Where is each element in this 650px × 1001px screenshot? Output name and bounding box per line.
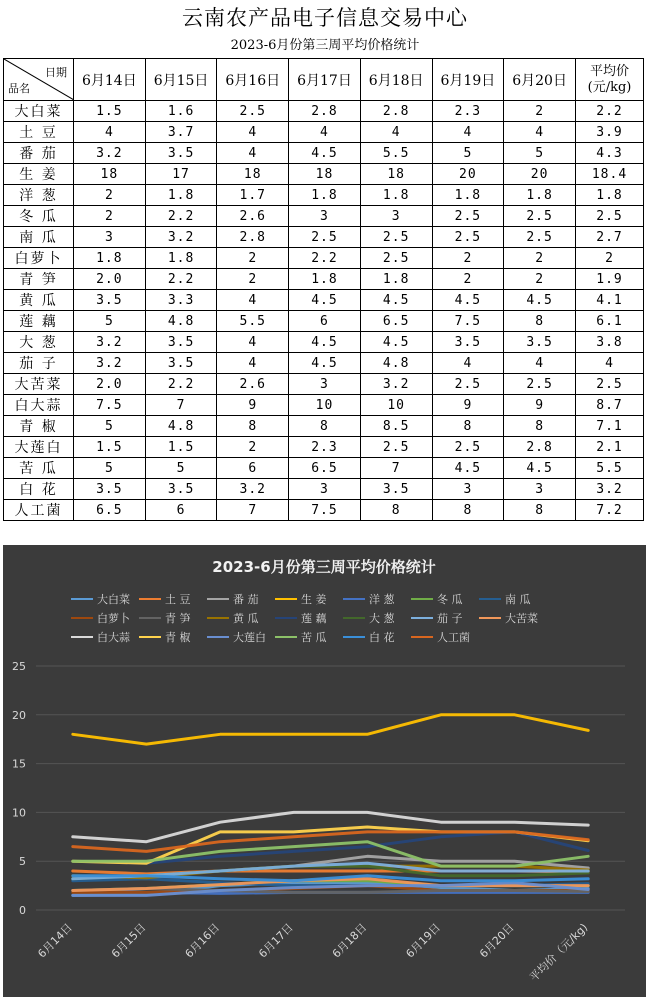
- price-cell: 2.5: [504, 374, 576, 395]
- price-cell: 5.5: [360, 143, 432, 164]
- table-row: [4, 458, 644, 479]
- price-cell: 4: [432, 353, 504, 374]
- price-cell: 5: [74, 458, 146, 479]
- table-corner-cell: [4, 59, 74, 101]
- product-name-cell: 南 瓜: [4, 227, 74, 248]
- legend-label: 苦 瓜: [301, 631, 327, 644]
- price-cell: 17: [145, 164, 217, 185]
- price-cell: 1.8: [360, 269, 432, 290]
- y-tick-label: 5: [19, 855, 26, 869]
- price-cell: 1.5: [145, 437, 217, 458]
- price-cell: 1.8: [145, 248, 217, 269]
- table-row: [4, 395, 644, 416]
- price-cell: 7: [217, 500, 289, 521]
- price-cell: 3.5: [145, 479, 217, 500]
- average-price-cell: 8.7: [576, 395, 644, 416]
- price-cell: 20: [432, 164, 504, 185]
- price-cell: 7.5: [432, 311, 504, 332]
- table-row: [4, 206, 644, 227]
- price-cell: 4.5: [289, 332, 361, 353]
- price-cell: 4: [217, 143, 289, 164]
- price-cell: 6: [217, 458, 289, 479]
- price-cell: 2.5: [432, 206, 504, 227]
- legend-label: 大 葱: [369, 612, 395, 625]
- table-row: [4, 227, 644, 248]
- x-tick-label: 6月20日: [477, 920, 517, 961]
- price-cell: 5.5: [217, 311, 289, 332]
- average-price-cell: 2.5: [576, 206, 644, 227]
- price-cell: 3.7: [145, 122, 217, 143]
- x-tick-label: 平均价（元/kg): [527, 920, 591, 985]
- price-cell: 18: [289, 164, 361, 185]
- price-cell: 2.5: [432, 227, 504, 248]
- page-subtitle: 2023-6月份第三周平均价格统计: [230, 38, 420, 53]
- price-cell: 2.2: [145, 269, 217, 290]
- product-name-cell: 青 椒: [4, 416, 74, 437]
- price-cell: 2: [74, 206, 146, 227]
- y-tick-label: 25: [12, 660, 26, 673]
- average-price-cell: 7.1: [576, 416, 644, 437]
- price-cell: 8: [289, 416, 361, 437]
- legend-label: 莲 藕: [301, 612, 327, 625]
- price-cell: 8: [360, 500, 432, 521]
- price-cell: 4.5: [289, 143, 361, 164]
- price-cell: 9: [217, 395, 289, 416]
- column-header: 6月17日: [289, 59, 361, 101]
- legend-label: 人工菌: [437, 631, 470, 644]
- average-price-cell: 3.8: [576, 332, 644, 353]
- legend-label: 南 瓜: [505, 593, 531, 606]
- price-cell: 2.5: [360, 248, 432, 269]
- price-cell: 4.8: [145, 416, 217, 437]
- product-name-cell: 白 花: [4, 479, 74, 500]
- price-cell: 5: [74, 311, 146, 332]
- y-tick-label: 20: [12, 708, 26, 722]
- chart-svg: [3, 545, 646, 997]
- price-cell: 2.5: [360, 227, 432, 248]
- legend-label: 生 姜: [301, 593, 327, 606]
- price-cell: 3.5: [145, 353, 217, 374]
- average-price-cell: 6.1: [576, 311, 644, 332]
- price-cell: 3: [289, 206, 361, 227]
- price-cell: 8: [504, 311, 576, 332]
- price-cell: 9: [432, 395, 504, 416]
- price-cell: 4: [217, 332, 289, 353]
- column-header-average: 平均价(元/kg): [576, 59, 644, 101]
- column-header: 6月20日: [504, 59, 576, 101]
- table-row: [4, 500, 644, 521]
- price-cell: 8: [217, 416, 289, 437]
- price-cell: 18: [74, 164, 146, 185]
- price-cell: 6.5: [289, 458, 361, 479]
- price-table: [3, 58, 644, 521]
- price-cell: 2.3: [289, 437, 361, 458]
- price-cell: 3.2: [360, 374, 432, 395]
- price-cell: 3.5: [145, 332, 217, 353]
- price-cell: 20: [504, 164, 576, 185]
- table-row: [4, 248, 644, 269]
- legend-label: 青 笋: [165, 612, 191, 625]
- price-cell: 3.2: [74, 143, 146, 164]
- series-line: [73, 812, 588, 841]
- price-cell: 4: [432, 122, 504, 143]
- x-tick-label: 6月15日: [108, 920, 149, 961]
- price-cell: 3: [360, 206, 432, 227]
- price-cell: 2.5: [432, 437, 504, 458]
- legend-label: 大白菜: [97, 593, 130, 606]
- price-cell: 7.5: [289, 500, 361, 521]
- price-cell: 3.5: [360, 479, 432, 500]
- average-price-cell: 2: [576, 248, 644, 269]
- table-row: [4, 269, 644, 290]
- table-row: [4, 437, 644, 458]
- price-cell: 2: [504, 269, 576, 290]
- legend-label: 白萝卜: [97, 612, 130, 625]
- price-cell: 3: [504, 479, 576, 500]
- table-row: [4, 122, 644, 143]
- price-cell: 4.8: [360, 353, 432, 374]
- legend-label: 土 豆: [165, 593, 191, 606]
- product-name-cell: 大莲白: [4, 437, 74, 458]
- price-cell: 10: [289, 395, 361, 416]
- price-cell: 3.5: [74, 479, 146, 500]
- price-cell: 3: [289, 479, 361, 500]
- price-cell: 4: [217, 290, 289, 311]
- price-cell: 4: [217, 122, 289, 143]
- product-name-cell: 番 茄: [4, 143, 74, 164]
- product-name-cell: 人工菌: [4, 500, 74, 521]
- legend-label: 番 茄: [233, 593, 259, 606]
- average-price-cell: 5.5: [576, 458, 644, 479]
- price-cell: 5: [432, 143, 504, 164]
- x-tick-label: 6月14日: [35, 920, 75, 961]
- legend-label: 大莲白: [233, 631, 266, 644]
- price-cell: 3.3: [145, 290, 217, 311]
- price-cell: 8: [432, 500, 504, 521]
- price-cell: 3.5: [432, 332, 504, 353]
- column-header: 6月16日: [217, 59, 289, 101]
- legend-label: 黄 瓜: [233, 612, 259, 625]
- price-cell: 1.8: [145, 185, 217, 206]
- price-cell: 4.5: [504, 290, 576, 311]
- price-cell: 1.5: [74, 101, 146, 122]
- price-cell: 3.2: [74, 353, 146, 374]
- table-row: [4, 479, 644, 500]
- column-header: 6月18日: [360, 59, 432, 101]
- price-cell: 2: [217, 248, 289, 269]
- price-cell: 4.5: [432, 458, 504, 479]
- average-price-cell: 3.9: [576, 122, 644, 143]
- price-cell: 3: [74, 227, 146, 248]
- table-header-row: [4, 59, 644, 101]
- y-tick-label: 0: [19, 904, 26, 917]
- product-name-cell: 洋 葱: [4, 185, 74, 206]
- average-price-cell: 18.4: [576, 164, 644, 185]
- price-cell: 2.8: [217, 227, 289, 248]
- product-name-cell: 大 葱: [4, 332, 74, 353]
- price-cell: 2.5: [504, 206, 576, 227]
- price-cell: 3.5: [145, 143, 217, 164]
- average-price-cell: 1.9: [576, 269, 644, 290]
- price-cell: 4.5: [360, 332, 432, 353]
- column-header: 6月15日: [145, 59, 217, 101]
- legend-label: 白 花: [369, 631, 395, 644]
- price-cell: 4: [504, 353, 576, 374]
- price-cell: 6: [145, 500, 217, 521]
- price-cell: 4: [360, 122, 432, 143]
- x-tick-label: 6月18日: [329, 920, 370, 961]
- price-cell: 3: [432, 479, 504, 500]
- price-cell: 4: [217, 353, 289, 374]
- price-cell: 2: [432, 269, 504, 290]
- price-cell: 18: [217, 164, 289, 185]
- price-cell: 1.5: [74, 437, 146, 458]
- price-cell: 1.8: [289, 269, 361, 290]
- price-cell: 1.8: [74, 248, 146, 269]
- legend-label: 冬 瓜: [437, 593, 463, 606]
- price-cell: 1.8: [432, 185, 504, 206]
- price-cell: 2: [504, 101, 576, 122]
- table-row: [4, 374, 644, 395]
- y-tick-label: 10: [12, 806, 26, 820]
- price-cell: 2.5: [432, 374, 504, 395]
- product-name-cell: 生 姜: [4, 164, 74, 185]
- price-cell: 1.6: [145, 101, 217, 122]
- product-name-cell: 苦 瓜: [4, 458, 74, 479]
- column-header: 6月14日: [74, 59, 146, 101]
- price-cell: 2.8: [289, 101, 361, 122]
- price-cell: 4.5: [289, 353, 361, 374]
- price-cell: 5: [74, 416, 146, 437]
- price-cell: 6.5: [74, 500, 146, 521]
- price-cell: 18: [360, 164, 432, 185]
- price-cell: 2.0: [74, 269, 146, 290]
- price-cell: 10: [360, 395, 432, 416]
- product-name-cell: 大苦菜: [4, 374, 74, 395]
- page-title: 云南农产品电子信息交易中心: [182, 6, 468, 30]
- price-cell: 4: [74, 122, 146, 143]
- price-cell: 2.2: [289, 248, 361, 269]
- table-row: [4, 353, 644, 374]
- average-price-cell: 4.3: [576, 143, 644, 164]
- average-price-cell: 2.7: [576, 227, 644, 248]
- average-price-cell: 4.1: [576, 290, 644, 311]
- price-cell: 1.7: [217, 185, 289, 206]
- table-row: [4, 416, 644, 437]
- price-cell: 2.5: [289, 227, 361, 248]
- price-cell: 2: [217, 269, 289, 290]
- price-cell: 2.8: [504, 437, 576, 458]
- average-price-cell: 4: [576, 353, 644, 374]
- price-cell: 3.5: [504, 332, 576, 353]
- product-name-cell: 白萝卜: [4, 248, 74, 269]
- price-cell: 2.5: [217, 101, 289, 122]
- average-price-cell: 2.5: [576, 374, 644, 395]
- x-tick-label: 6月19日: [403, 920, 444, 961]
- legend-label: 洋 葱: [369, 593, 395, 606]
- average-price-cell: 2.1: [576, 437, 644, 458]
- price-cell: 2: [217, 437, 289, 458]
- price-cell: 6: [289, 311, 361, 332]
- price-cell: 8.5: [360, 416, 432, 437]
- price-cell: 4.8: [145, 311, 217, 332]
- price-cell: 3: [289, 374, 361, 395]
- price-cell: 8: [432, 416, 504, 437]
- table-row: [4, 332, 644, 353]
- price-cell: 4.5: [432, 290, 504, 311]
- price-cell: 5: [145, 458, 217, 479]
- price-cell: 2.2: [145, 206, 217, 227]
- price-cell: 4.5: [360, 290, 432, 311]
- price-cell: 2.5: [360, 437, 432, 458]
- table-row: [4, 290, 644, 311]
- price-cell: 3.2: [217, 479, 289, 500]
- product-name-cell: 大白菜: [4, 101, 74, 122]
- price-cell: 3.2: [145, 227, 217, 248]
- price-cell: 4: [504, 122, 576, 143]
- price-cell: 2.6: [217, 206, 289, 227]
- average-price-cell: 2.2: [576, 101, 644, 122]
- price-cell: 4.5: [289, 290, 361, 311]
- price-cell: 2.0: [74, 374, 146, 395]
- price-cell: 1.8: [360, 185, 432, 206]
- price-cell: 1.8: [289, 185, 361, 206]
- price-cell: 5: [504, 143, 576, 164]
- price-cell: 2.3: [432, 101, 504, 122]
- price-cell: 2: [74, 185, 146, 206]
- price-cell: 2.8: [360, 101, 432, 122]
- series-line: [73, 832, 588, 863]
- price-cell: 2.5: [504, 227, 576, 248]
- price-chart: [3, 545, 646, 997]
- x-tick-label: 6月16日: [182, 920, 223, 961]
- price-cell: 8: [504, 500, 576, 521]
- legend-label: 白大蒜: [97, 631, 130, 644]
- average-price-cell: 1.8: [576, 185, 644, 206]
- price-cell: 3.5: [74, 290, 146, 311]
- product-name-cell: 莲 藕: [4, 311, 74, 332]
- y-tick-label: 15: [12, 757, 26, 771]
- product-name-cell: 冬 瓜: [4, 206, 74, 227]
- price-cell: 4: [289, 122, 361, 143]
- corner-name-label: 品名: [8, 82, 30, 95]
- average-price-cell: 3.2: [576, 479, 644, 500]
- table-row: [4, 101, 644, 122]
- legend-label: 茄 子: [437, 612, 463, 625]
- price-cell: 6.5: [360, 311, 432, 332]
- product-name-cell: 黄 瓜: [4, 290, 74, 311]
- legend-label: 大苦菜: [505, 612, 538, 625]
- table-row: [4, 164, 644, 185]
- product-name-cell: 青 笋: [4, 269, 74, 290]
- price-cell: 8: [504, 416, 576, 437]
- table-row: [4, 311, 644, 332]
- product-name-cell: 茄 子: [4, 353, 74, 374]
- price-cell: 3.2: [74, 332, 146, 353]
- product-name-cell: 白大蒜: [4, 395, 74, 416]
- price-cell: 7: [360, 458, 432, 479]
- price-cell: 2.2: [145, 374, 217, 395]
- price-cell: 1.8: [504, 185, 576, 206]
- price-cell: 2.6: [217, 374, 289, 395]
- column-header: 6月19日: [432, 59, 504, 101]
- chart-title: 2023-6月份第三周平均价格统计: [212, 558, 436, 576]
- series-line: [73, 715, 588, 744]
- legend-label: 青 椒: [165, 631, 191, 644]
- table-row: [4, 185, 644, 206]
- price-cell: 4.5: [504, 458, 576, 479]
- price-cell: 7: [145, 395, 217, 416]
- price-cell: 2: [432, 248, 504, 269]
- average-price-cell: 7.2: [576, 500, 644, 521]
- table-row: [4, 143, 644, 164]
- x-tick-label: 6月17日: [256, 920, 296, 961]
- product-name-cell: 土 豆: [4, 122, 74, 143]
- price-cell: 9: [504, 395, 576, 416]
- price-cell: 7.5: [74, 395, 146, 416]
- price-cell: 2: [504, 248, 576, 269]
- corner-date-label: 日期: [45, 66, 67, 79]
